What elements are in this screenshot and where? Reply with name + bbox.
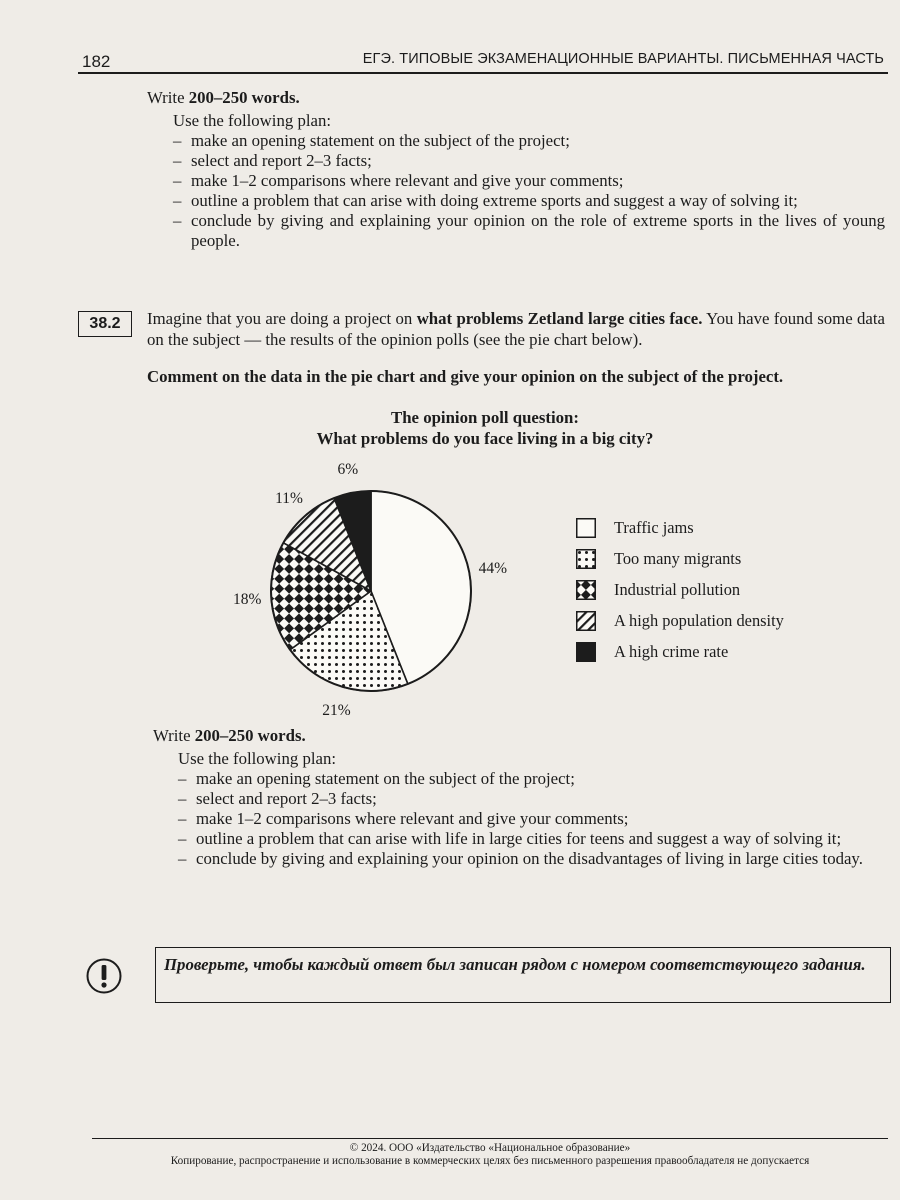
page-header [78, 46, 888, 74]
legend-label: Industrial pollution [614, 580, 741, 599]
plan-intro-38-2: Use the following plan: [178, 749, 336, 768]
legend-label: Too many migrants [614, 549, 742, 568]
legend-item [576, 518, 876, 549]
word-count-38-2 [153, 726, 306, 746]
word-count-value: 200–250 words. [194, 726, 306, 745]
page-number: 182 [82, 52, 111, 71]
legend-item [576, 642, 876, 673]
task-instruction: Comment on the data in the pie chart and give your opinion on the subject of the project. [147, 367, 784, 386]
legend-swatch-hatch [576, 611, 596, 631]
legend-item [576, 549, 876, 580]
legend-swatch-dots [576, 549, 596, 569]
pie-value-label: 18% [232, 590, 262, 608]
task-intro-text: Imagine that you are doing a project on [147, 309, 417, 328]
pie-value-label: 6% [337, 461, 359, 479]
word-count-value: 200–250 words. [188, 88, 300, 107]
copyright: © 2024. ООО «Издательство «Национальное образование» [349, 1142, 631, 1154]
legend-swatch-black [576, 642, 596, 662]
pie-value-label: 11% [275, 490, 303, 507]
plan-item: – outline a problem that can arise with life in large cities for teens and suggest a way of solving it; [178, 829, 889, 849]
chart-title: The opinion poll question: [391, 408, 579, 427]
plan-list-38-1 [173, 131, 885, 251]
plan-intro-38-1: Use the following plan: [173, 111, 331, 130]
word-count-prefix: Write [147, 88, 189, 107]
task-topic: what problems Zetland large cities face. [416, 309, 703, 328]
chart-legend [576, 518, 876, 673]
pie-value-label: 21% [322, 702, 351, 720]
legend-item [576, 580, 876, 611]
plan-item: – make an opening statement on the subject of the project; [173, 131, 885, 151]
plan-item: – select and report 2–3 facts; [173, 151, 885, 171]
page-footer [92, 1138, 888, 1168]
word-count-38-1 [147, 88, 300, 108]
plan-item: – make an opening statement on the subject of the project; [178, 769, 889, 789]
legend-swatch-checker [576, 580, 596, 600]
legend-item [576, 611, 876, 642]
plan-item: – conclude by giving and explaining your opinion on the disadvantages of living in large cities today. [178, 849, 889, 869]
plan-item: – make 1–2 comparisons where relevant and give your comments; [178, 809, 889, 829]
plan-list-38-2 [178, 769, 889, 869]
notice-box [155, 947, 891, 1003]
legend-label: A high population density [614, 611, 784, 630]
word-count-prefix: Write [153, 726, 195, 745]
task-intro-tail: You have found some data on the subject — the results of the opinion polls (see the pie chart below). [147, 309, 885, 349]
task-number-box: 38.2 [78, 311, 132, 337]
legend-label: Traffic jams [614, 518, 694, 537]
running-title: ЕГЭ. ТИПОВЫЕ ЭКЗАМЕНАЦИОННЫЕ ВАРИАНТЫ. ПИСЬМЕННАЯ ЧАСТЬ [362, 51, 884, 67]
notice-text: Проверьте, чтобы каждый ответ был записан рядом с номером соответствующего задания. [164, 955, 866, 974]
plan-item: – conclude by giving and explaining your opinion on the role of extreme sports in the lives of young people. [173, 211, 885, 251]
pie-value-label: 44% [478, 559, 508, 577]
task-intro [147, 308, 885, 350]
plan-item: – select and report 2–3 facts; [178, 789, 889, 809]
chart-subtitle: What problems do you face living in a big city? [316, 429, 654, 448]
exclamation-circle-icon [86, 958, 122, 994]
legend-swatch-white [576, 518, 596, 538]
plan-item: – outline a problem that can arise with doing extreme sports and suggest a way of solving it; [173, 191, 885, 211]
pie-chart [200, 461, 560, 725]
plan-item: – make 1–2 comparisons where relevant and give your comments; [173, 171, 885, 191]
rights-notice: Копирование, распространение и использование в коммерческих целях без письменного разрешения правообладателя не допускается [170, 1155, 810, 1167]
legend-label: A high crime rate [614, 642, 729, 661]
